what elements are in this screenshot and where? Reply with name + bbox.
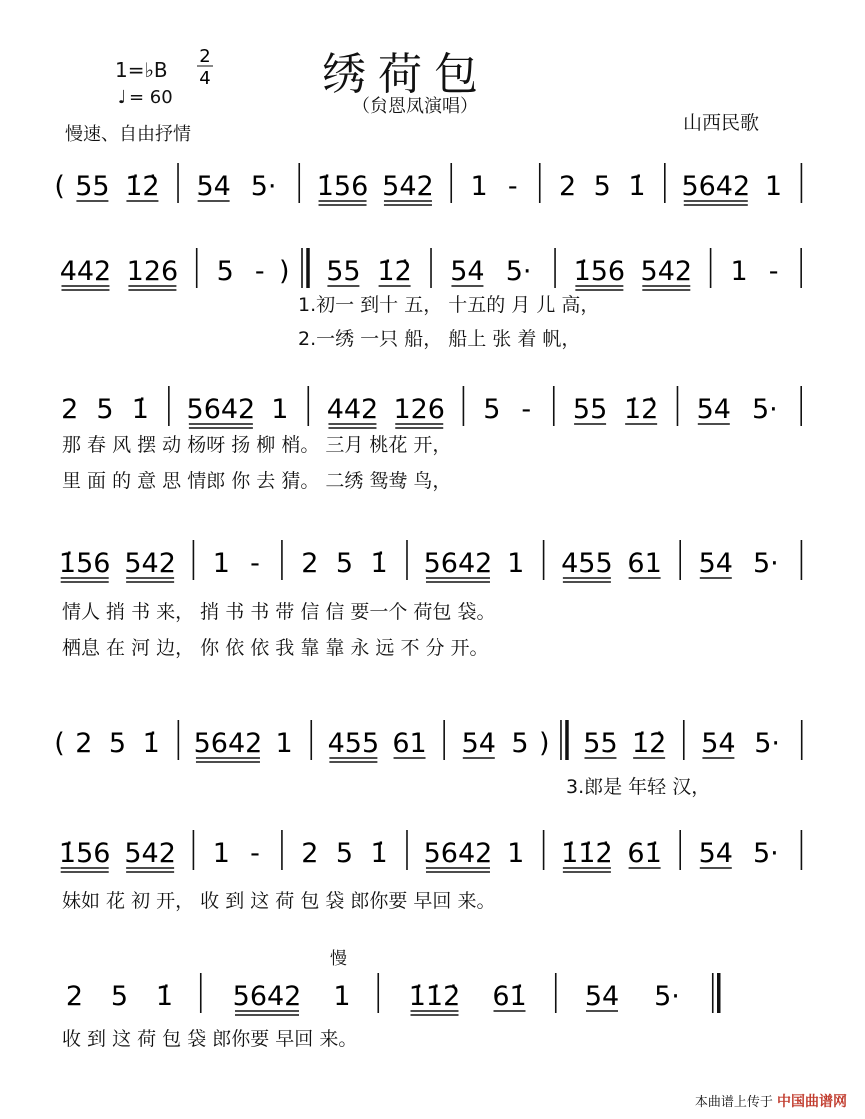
note-token: 1 [730, 256, 748, 287]
note-token: 5642 [423, 548, 493, 579]
quarter-note-icon: ♩ [117, 87, 127, 108]
note-token: 442 [326, 394, 379, 425]
note-token: 5 [483, 394, 501, 425]
tempo-value: = 60 [129, 87, 173, 108]
note-token: 5· [250, 171, 277, 202]
note-token: 5 [110, 981, 129, 1012]
score-line [0, 822, 865, 882]
note-token: 1̇56 [316, 171, 369, 202]
note-token: 5642 [193, 728, 263, 759]
note-token: 1̇56 [573, 256, 626, 287]
lyric-line: 妹如 花 初 开， 收 到 这 荷 包 袋 郎你要 早回 来。 [62, 890, 496, 912]
note-token: - [250, 838, 260, 869]
note-token: 5 [335, 838, 354, 869]
lyric-line: 里 面 的 意 思 情郎 你 去 猜。 二绣 鸳鸯 鸟， [62, 470, 452, 492]
note-token: 1̇1̇2̇ [408, 981, 461, 1012]
note-token: 54 [698, 838, 733, 869]
time-signature-top: 2 [199, 46, 211, 67]
note-token: 5642 [186, 394, 256, 425]
lyric-line: 2.一绣 一只 船， 船上 张 着 帆， [298, 328, 581, 350]
note-token: 5642 [423, 838, 493, 869]
song-origin: 山西民歌 [683, 112, 760, 134]
lyric-line: 栖息 在 河 边， 你 依 依 我 靠 靠 永 远 不 分 开。 [62, 637, 489, 659]
note-token: 61 [627, 548, 662, 579]
note-token: 2 [65, 981, 84, 1012]
note-token: ) [279, 256, 290, 287]
score-line [0, 378, 865, 438]
note-token: 5· [751, 394, 778, 425]
note-token: 2 [301, 838, 319, 869]
performer-credit: （贠恩凤演唱） [352, 96, 478, 117]
lyric-line: 1.初一 到十 五， 十五的 月 儿 高， [298, 294, 600, 316]
note-token: 1̇ [131, 394, 149, 425]
note-token: 2 [559, 171, 577, 202]
note-token: 1̇2̇ [631, 728, 667, 759]
note-token: 2 [75, 728, 93, 759]
slow-marking: 慢 [330, 949, 347, 969]
note-token: 1̇1̇2̇ [561, 838, 613, 869]
note-token: - [768, 256, 779, 287]
note-token: 2 [301, 548, 319, 579]
note-token: 542 [124, 838, 176, 869]
note-token: 1 [507, 838, 525, 869]
time-signature [196, 44, 214, 90]
note-token: 1 [470, 171, 488, 202]
lyric-line: 收 到 这 荷 包 袋 郎你要 早回 来。 [62, 1028, 358, 1050]
expression-marking: 慢速、自由抒情 [65, 124, 191, 145]
note-token: 1 [271, 394, 289, 425]
note-token: 1̇56 [58, 838, 111, 869]
note-token: 1̇2̇ [125, 171, 160, 202]
note-token: 1̇56 [58, 548, 111, 579]
footer-credit [695, 1091, 847, 1111]
note-token: 542 [382, 171, 434, 202]
note-token: 61̇ [492, 981, 527, 1012]
note-token: 1̇ [155, 981, 174, 1012]
note-token: 5 [216, 256, 234, 287]
note-token: 5642 [681, 171, 751, 202]
note-token: ) [539, 728, 550, 759]
score-line [0, 155, 865, 215]
note-token: 55 [583, 728, 618, 759]
note-token: 455 [561, 548, 613, 579]
note-token: 54 [450, 256, 485, 287]
note-token: 5· [752, 548, 779, 579]
note-token: 1 [507, 548, 525, 579]
note-token: 54 [698, 548, 733, 579]
note-token: 1̇ [142, 728, 160, 759]
note-token: ( [54, 728, 65, 759]
note-token: - [521, 394, 532, 425]
note-token: - [507, 171, 518, 202]
note-token: 542 [640, 256, 693, 287]
score-line [0, 965, 865, 1025]
note-token: ( [54, 171, 65, 202]
note-token: 542 [124, 548, 176, 579]
song-title: 绣荷包 [322, 49, 490, 100]
note-token: 1 [275, 728, 293, 759]
note-token: 5642 [232, 981, 302, 1012]
note-token: 55 [572, 394, 608, 425]
tempo-marking [115, 87, 173, 108]
note-token: 126 [126, 256, 179, 287]
note-token: 1 [764, 171, 783, 202]
note-token: 5 [335, 548, 354, 579]
note-token: 442 [59, 256, 112, 287]
note-token: 54 [461, 728, 496, 759]
footer-prefix: 本曲谱上传于 [694, 1095, 773, 1110]
note-token: 5 [96, 394, 114, 425]
note-token: 5 [593, 171, 611, 202]
note-token: 54 [696, 394, 731, 425]
note-token: 1 [333, 981, 351, 1012]
note-token: 55 [326, 256, 361, 287]
note-token: 61̇ [627, 838, 662, 869]
note-token: 5· [654, 981, 680, 1012]
score-line [0, 712, 865, 772]
note-token: 5 [108, 728, 127, 759]
key-signature: 1=♭B [115, 58, 168, 82]
note-token: 5· [754, 728, 780, 759]
lyric-line: 3.郎是 年轻 汉， [566, 776, 711, 798]
note-token: 5· [752, 838, 779, 869]
note-token: 1 [212, 838, 230, 869]
site-logo-text: 中国曲谱网 [777, 1094, 847, 1110]
note-token: - [250, 548, 260, 579]
note-token: 1 [212, 548, 230, 579]
note-token: 1̇ [370, 838, 388, 869]
time-signature-bottom: 4 [199, 68, 211, 89]
lyric-line: 情人 捎 书 来， 捎 书 书 带 信 信 要一个 荷包 袋。 [62, 601, 496, 623]
score-line [0, 532, 865, 592]
note-token: 61 [392, 728, 427, 759]
note-token: 1̇2̇ [377, 256, 412, 287]
note-token: - [254, 256, 265, 287]
note-token: 1̇ [628, 171, 646, 202]
note-token: 55 [75, 171, 110, 202]
note-token: 54 [196, 171, 231, 202]
note-token: 2 [61, 394, 79, 425]
note-token: 5· [505, 256, 532, 287]
note-token: 5 [511, 728, 529, 759]
note-token: 54 [584, 981, 620, 1012]
note-token: 1̇ [370, 548, 388, 579]
lyric-line: 那 春 风 摆 动 杨呀 扬 柳 梢。 三月 桃花 开， [62, 434, 452, 456]
note-token: 455 [327, 728, 380, 759]
note-token: 54 [701, 728, 736, 759]
note-token: 126 [393, 394, 446, 425]
note-token: 1̇2̇ [623, 394, 659, 425]
